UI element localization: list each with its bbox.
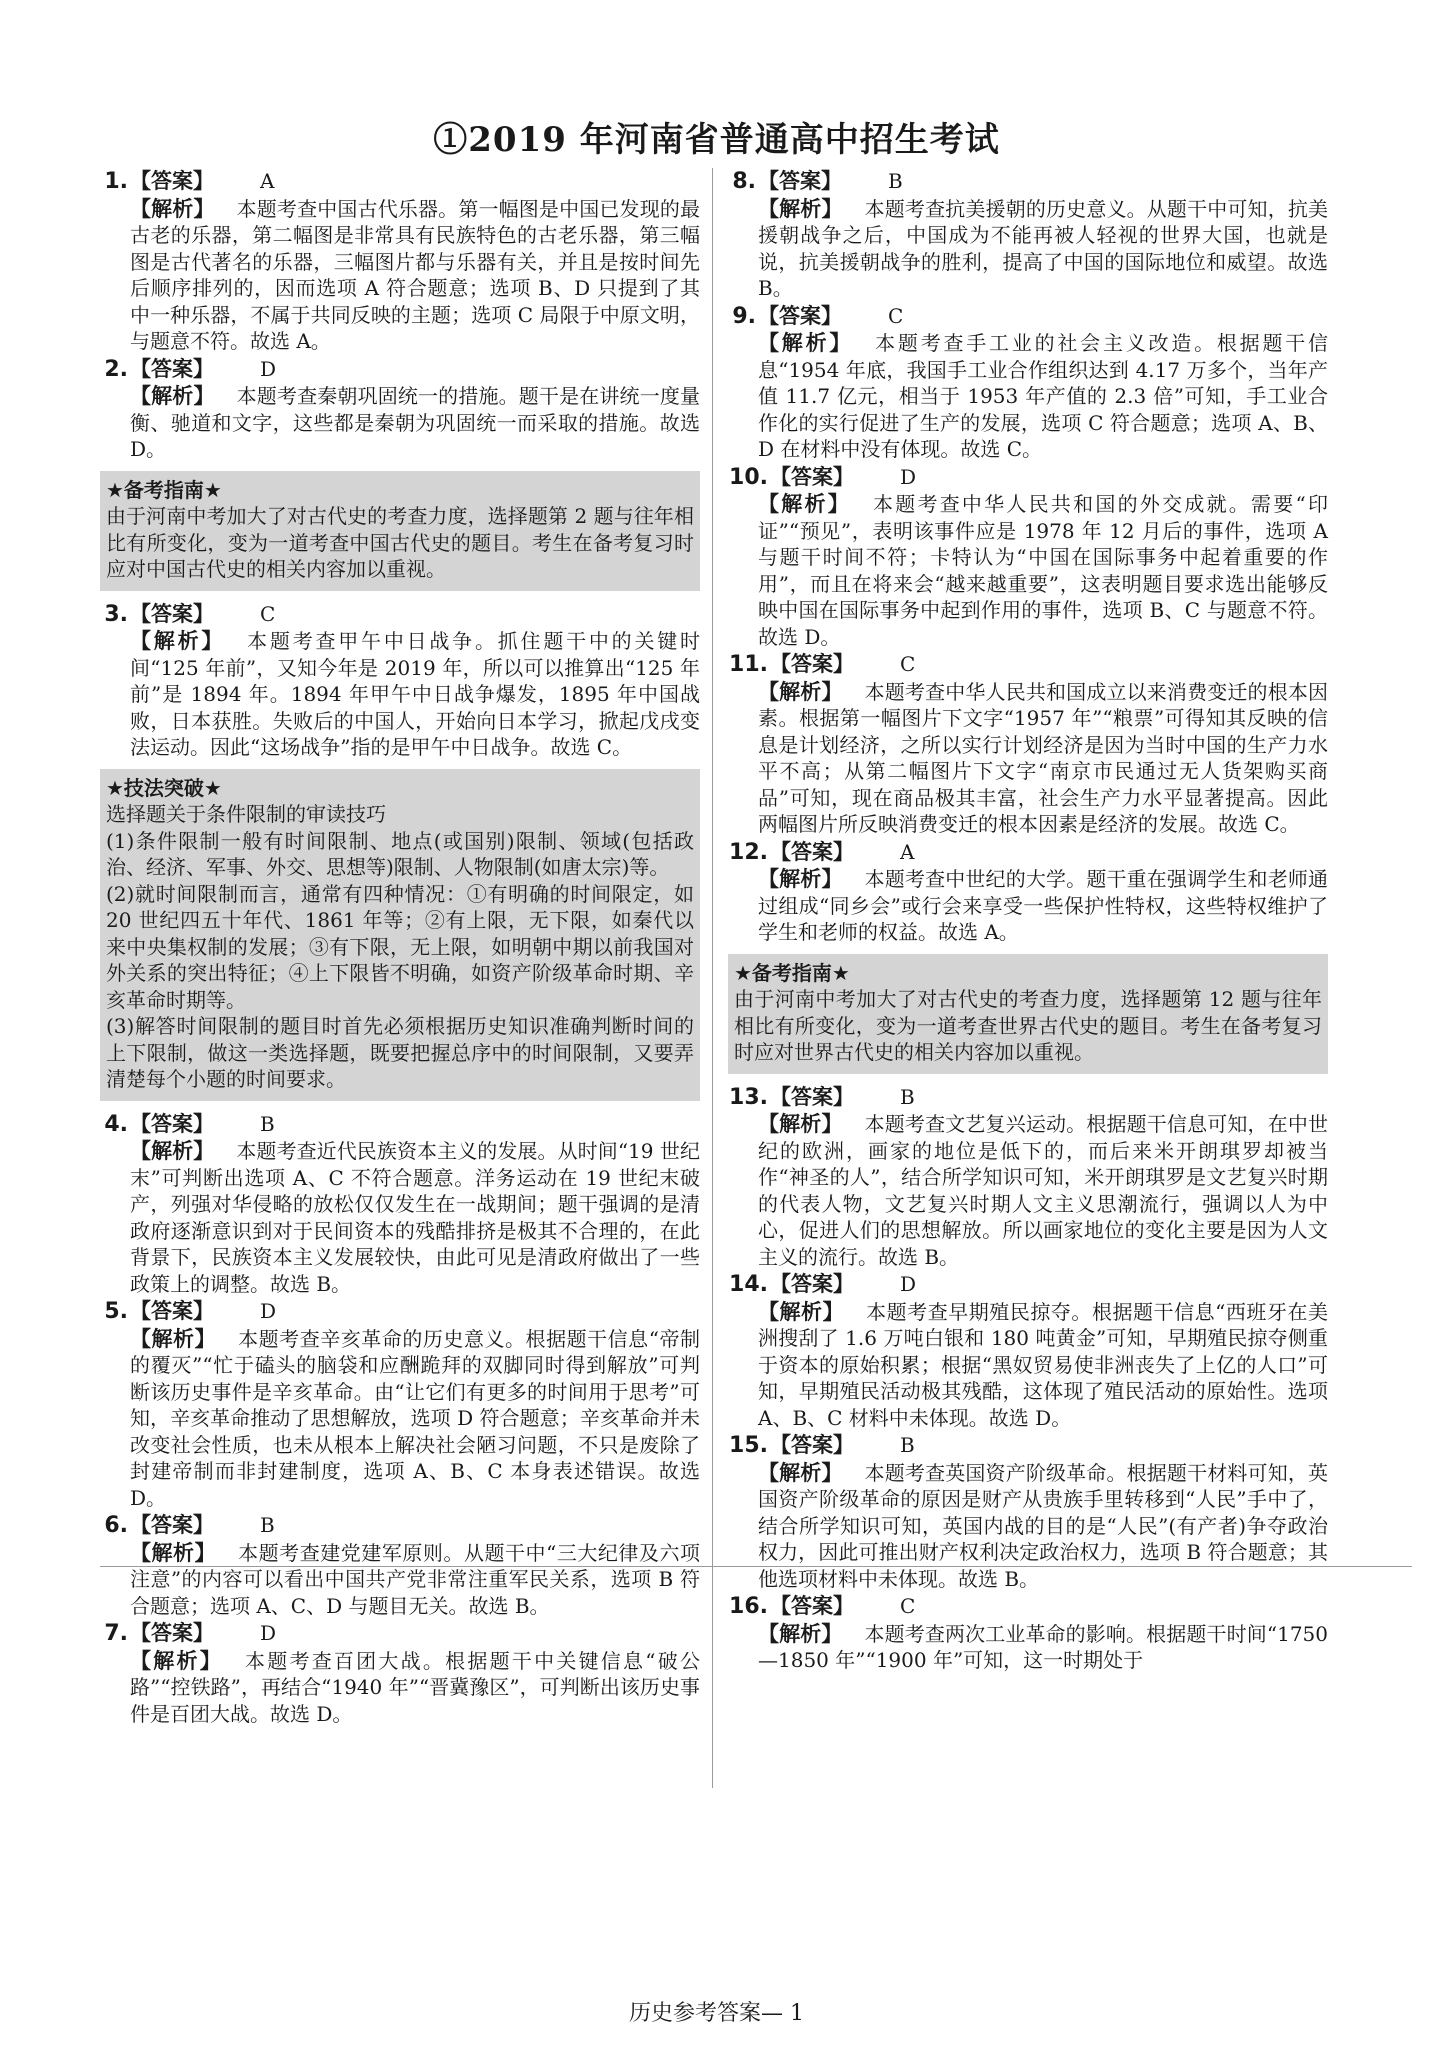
answer-value: B — [900, 1433, 915, 1457]
question-number: 5. — [104, 1299, 128, 1324]
explanation-tag: 【解析】 — [758, 331, 854, 355]
explanation-text — [758, 1299, 1328, 1432]
answer-line — [728, 1593, 1328, 1621]
question-block — [728, 1084, 1328, 1271]
explanation-tag: 【解析】 — [758, 1460, 843, 1485]
explanation-text — [758, 330, 1328, 463]
answer-line — [728, 1271, 1328, 1299]
explanation-text — [758, 679, 1328, 838]
answer-value: C — [260, 601, 276, 626]
tip-box-line: 选择题关于条件限制的审读技巧 — [106, 802, 386, 826]
explanation-text — [758, 866, 1328, 946]
answer-tag: 【答案】 — [770, 652, 854, 676]
answer-line — [728, 1084, 1328, 1112]
explanation-tag: 【解析】 — [130, 1139, 215, 1163]
explanation-text — [130, 1138, 700, 1297]
answer-tag: 【答案】 — [130, 169, 214, 193]
explanation-body: 本题考查建党建军原则。从题干中“三大纪律及六项注意”的内容可以看出中国共产党非常注重军民关系，选项 B 符合题意；选项 A、C、D 与题目无关。故选 B。 — [130, 1540, 700, 1618]
answer-value: C — [900, 1594, 916, 1618]
question-number: 4. — [104, 1111, 128, 1137]
explanation-text — [758, 491, 1328, 650]
answer-tag: 【答案】 — [770, 1084, 854, 1109]
answer-tag: 【答案】 — [770, 1433, 854, 1457]
answer-line — [100, 1620, 700, 1648]
explanation-body: 本题考查秦朝巩固统一的措施。题干是在讲统一度量衡、驰道和文字，这些都是秦朝为巩固统一而采取的措施。故选 D。 — [130, 384, 701, 461]
answer-tag: 【答案】 — [130, 356, 214, 381]
explanation-tag: 【解析】 — [758, 1621, 843, 1646]
answer-value: D — [900, 464, 917, 489]
explanation-body: 本题考查中世纪的大学。题干重在强调学生和老师通过组成“同乡会”或行会来享受一些保护性特权，这些特权维护了学生和老师的权益。故选 A。 — [758, 867, 1329, 944]
question-number: 2. — [104, 356, 128, 382]
answer-line — [100, 356, 700, 384]
tip-box-line: 由于河南中考加大了对古代史的考查力度，选择题第 12 题与往年相比有所变化，变为一道考查世界古代史的题目。考生在备考复习时应对世界古代史的相关内容加以重视。 — [734, 987, 1322, 1064]
page-footer: 历史参考答案— 1 — [629, 2001, 804, 2026]
question-number: 9. — [732, 303, 756, 329]
explanation-body: 本题考查文艺复兴运动。根据题干信息可知，在中世纪的欧洲，画家的地位是低下的，而后来米开朗琪罗却被当作“神圣的人”，结合所学知识可知，米开朗琪罗是文艺复兴时期的代表人物，文艺复兴时期人文主义思潮流行，强调以人为中心，促进人们的思想解放。所以画家地位的变化主要是因为人文主义的流行。故选 B。 — [758, 1112, 1329, 1269]
answer-tag: 【答案】 — [770, 1272, 854, 1296]
question-number: 12. — [729, 839, 768, 865]
left-column — [100, 168, 700, 1728]
answer-line — [100, 601, 700, 629]
explanation-text — [130, 383, 700, 463]
tip-box-title: ★备考指南★ — [106, 477, 222, 502]
question-block — [728, 168, 1328, 302]
answer-tag: 【答案】 — [758, 169, 842, 193]
explanation-tag: 【解析】 — [130, 384, 215, 408]
answer-tag: 【答案】 — [770, 464, 854, 489]
explanation-body: 本题考查近代民族资本主义的发展。从时间“19 世纪末”可判断出选项 A、C 不符合题意。洋务运动在 19 世纪末破产，列强对华侵略的放松仅仅发生在一战期间；题干强调的是清政府逐渐意识到对于民间资本的残酷排挤是极其不合理的，在此背景下，民族资本主义发展较快，由此可见是清政府做出了一些政策上的调整。故选 B。 — [130, 1139, 701, 1296]
explanation-tag: 【解析】 — [130, 1326, 217, 1351]
right-column — [728, 168, 1328, 1675]
explanation-tag: 【解析】 — [758, 492, 851, 516]
question-number: 10. — [729, 464, 768, 490]
question-block — [728, 839, 1328, 946]
answer-value: B — [888, 169, 903, 193]
question-number: 7. — [104, 1621, 128, 1646]
explanation-body: 本题考查手工业的社会主义改造。根据题干信息“1954 年底，我国手工业合作组织达到 4.17 万多个，当年产值 11.7 亿元，相当于 1953 年产值的 2.3 倍”可知，手工业合作化的实行促进了生产的发展，选项 C 符合题意；选项 A、B、D 在材料中没有体现。故选 C。 — [758, 331, 1329, 461]
explanation-body: 本题考查甲午中日战争。抓住题干中的关键时间“125 年前”，又知今年是 2019 年，所以可以推算出“125 年前”是 1894 年。1894 年甲午中日战争爆发，1895 年中国战败，日本获胜。失败后的中国人，开始向日本学习，掀起戊戌变法运动。因此“这场战争”指的是甲午中日战争。故选 C。 — [130, 629, 701, 759]
question-block — [728, 651, 1328, 838]
explanation-body: 本题考查中华人民共和国的外交成就。需要“印证”“预见”，表明该事件应是 1978 年 12 月后的事件，选项 A 与题干时间不符；卡特认为“中国在国际事务中起着重要的作用”，而且在将来会“越来越重要”，这表明题目要求选出能够反映中国在国际事务中起到作用的事件，选项 B、C 与题意不符。故选 D。 — [758, 492, 1328, 649]
explanation-body: 本题考查中国古代乐器。第一幅图是中国已发现的最古老的乐器，第二幅图是非常具有民族特色的古老乐器，第三幅图是古代著名的乐器，三幅图片都与乐器有关，并且是按时间先后顺序排列的，因而选项 A 符合题意；选项 B、D 只提到了其中一种乐器，不属于共同反映的主题；选项 C 局限于中原文明，与题意不符。故选 A。 — [130, 196, 701, 353]
answer-line — [100, 1111, 700, 1139]
answer-line — [100, 1512, 700, 1540]
explanation-body: 本题考查中华人民共和国成立以来消费变迁的根本因素。根据第一幅图片下文字“1957 年”“粮票”可得知其反映的信息是计划经济，之所以实行计划经济是因为当时中国的生产力水平不高；从第二幅图片下文字“南京市民通过无人货架购买商品”可知，现在商品极其丰富，社会生产力水平显著提高。因此两幅图片所反映消费变迁的根本因素是经济的发展。故选 C。 — [758, 679, 1329, 836]
answer-value: A — [900, 839, 915, 864]
explanation-body: 本题考查抗美援朝的历史意义。从题干中可知，抗美援朝战争之后，中国成为不能再被人轻视的世界大国，也就是说，抗美援朝战争的胜利，提高了中国的国际地位和威望。故选 B。 — [758, 196, 1329, 300]
question-number: 15. — [729, 1433, 768, 1458]
answer-tag: 【答案】 — [130, 1111, 214, 1136]
question-number: 8. — [732, 169, 756, 194]
answer-tag: 【答案】 — [130, 1513, 214, 1537]
explanation-tag: 【解析】 — [130, 629, 226, 653]
explanation-tag: 【解析】 — [130, 1648, 223, 1673]
question-block — [728, 1432, 1328, 1592]
answer-value: B — [900, 1084, 915, 1109]
answer-tag: 【答案】 — [770, 839, 854, 864]
explanation-tag: 【解析】 — [130, 196, 215, 221]
explanation-tag: 【解析】 — [758, 867, 843, 891]
answer-line — [728, 464, 1328, 492]
question-number: 16. — [729, 1594, 768, 1619]
explanation-text — [758, 196, 1328, 302]
question-block — [100, 1512, 700, 1619]
explanation-text — [130, 1326, 700, 1512]
question-number: 1. — [104, 169, 128, 194]
tip-box-line: (2)就时间限制而言，通常有四种情况：①有明确的时间限定，如 20 世纪四五十年代、1861 年等；②有上限，无下限，如秦代以来中央集权制的发展；③有下限，无上限，如明朝中期以前我国对外关系的突出特征；④上下限皆不明确，如资产阶级革命时期、辛亥革命时期等。 — [106, 881, 694, 1012]
question-block — [728, 1271, 1328, 1431]
answer-tag: 【答案】 — [130, 601, 214, 626]
answer-value: D — [900, 1272, 917, 1296]
explanation-body: 本题考查英国资产阶级革命。根据题干材料可知，英国资产阶级革命的原因是财产从贵族手里转移到“人民”手中了，结合所学知识可知，英国内战的目的是“人民”(有产者)争夺政治权力，因此可推出财产权利决定政治权力，选项 B 符合题意；其他选项材料中未体现。故选 B。 — [758, 1460, 1329, 1591]
answer-line — [100, 1298, 700, 1326]
question-block — [100, 1111, 700, 1298]
question-number: 14. — [729, 1272, 768, 1297]
explanation-text — [130, 196, 700, 355]
question-number: 13. — [729, 1084, 768, 1110]
tip-box-line: (3)解答时间限制的题目时首先必须根据历史知识准确判断时间的上下限制，做这一类选择题，既要把握总序中的时间限制，又要弄清楚每个小题的时间要求。 — [106, 1014, 694, 1091]
answer-tag: 【答案】 — [130, 1299, 214, 1323]
question-block — [728, 464, 1328, 651]
explanation-tag: 【解析】 — [758, 679, 843, 704]
question-number: 11. — [729, 652, 768, 677]
answer-line — [728, 651, 1328, 679]
answer-line — [728, 1432, 1328, 1460]
tip-box-line: (1)条件限制一般有时间限制、地点(或国别)限制、领域(包括政治、经济、军事、外交、思想等)限制、人物限制(如唐太宗)等。 — [106, 828, 694, 879]
explanation-body: 本题考查辛亥革命的历史意义。根据题干信息“帝制的覆灭”“忙于磕头的脑袋和应酬跪拜的双脚同时得到解放”可判断该历史事件是辛亥革命。由“让它们有更多的时间用于思考”可知，辛亥革命推动了思想解放，选项 D 符合题意；辛亥革命并未改变社会性质，也未从根本上解决社会陋习问题，不只是废除了封建帝制而非封建制度，选项 A、B、C 本身表述错误。故选 D。 — [130, 1326, 700, 1510]
question-number: 3. — [104, 601, 128, 627]
explanation-tag: 【解析】 — [130, 1540, 217, 1565]
explanation-body: 本题考查早期殖民掠夺。根据题干信息“西班牙在美洲搜刮了 1.6 万吨白银和 180 吨黄金”可知，早期殖民掠夺侧重于资本的原始积累；根据“黑奴贸易使非洲丧失了上亿的人口”可知，早期殖民活动极其残酷，这体现了殖民活动的原始性。选项 A、B、C 材料中未体现。故选 D。 — [758, 1299, 1328, 1430]
answer-line — [728, 839, 1328, 867]
tip-box — [100, 471, 700, 591]
answer-value: B — [260, 1111, 275, 1136]
answer-line — [100, 168, 700, 196]
explanation-tag: 【解析】 — [758, 196, 843, 221]
column-divider — [712, 168, 713, 1788]
answer-value: C — [900, 652, 916, 676]
explanation-text — [130, 628, 700, 761]
question-block — [100, 356, 700, 463]
explanation-text — [758, 1460, 1328, 1593]
explanation-text — [758, 1111, 1328, 1270]
question-number: 6. — [104, 1513, 128, 1538]
page-title: ①2019 年河南省普通高中招生考试 — [433, 120, 1000, 160]
tip-box-line: 由于河南中考加大了对古代史的考查力度，选择题第 2 题与往年相比有所变化，变为一道考查中国古代史的题目。考生在备考复习时应对中国古代史的相关内容加以重视。 — [106, 504, 694, 581]
answer-tag: 【答案】 — [758, 303, 842, 328]
question-block — [728, 303, 1328, 463]
answer-value: D — [260, 1621, 277, 1645]
answer-value: D — [260, 1299, 277, 1323]
answer-value: A — [260, 169, 275, 193]
answer-value: B — [260, 1513, 275, 1537]
answer-line — [728, 303, 1328, 331]
answer-tag: 【答案】 — [130, 1621, 214, 1645]
answer-value: D — [260, 356, 277, 381]
question-block — [100, 168, 700, 355]
explanation-body: 本题考查两次工业革命的影响。根据题干时间“1750—1850 年”“1900 年”可知，这一时期处于 — [758, 1621, 1329, 1672]
tip-box — [100, 769, 700, 1101]
explanation-text — [130, 1648, 700, 1728]
question-block — [728, 1593, 1328, 1674]
answer-tag: 【答案】 — [770, 1594, 854, 1618]
answer-line — [728, 168, 1328, 196]
question-block — [100, 1620, 700, 1727]
tip-box-title: ★备考指南★ — [734, 960, 850, 985]
tip-box — [728, 954, 1328, 1074]
explanation-body: 本题考查百团大战。根据题干中关键信息“破公路”“控铁路”，再结合“1940 年”“晋冀豫区”，可判断出该历史事件是百团大战。故选 D。 — [130, 1648, 700, 1726]
tip-box-title: ★技法突破★ — [106, 775, 222, 800]
question-block — [100, 601, 700, 761]
explanation-text — [130, 1540, 700, 1620]
answer-value: C — [888, 303, 904, 328]
explanation-tag: 【解析】 — [758, 1299, 845, 1324]
question-block — [100, 1298, 700, 1511]
explanation-tag: 【解析】 — [758, 1112, 843, 1136]
explanation-text — [758, 1621, 1328, 1674]
